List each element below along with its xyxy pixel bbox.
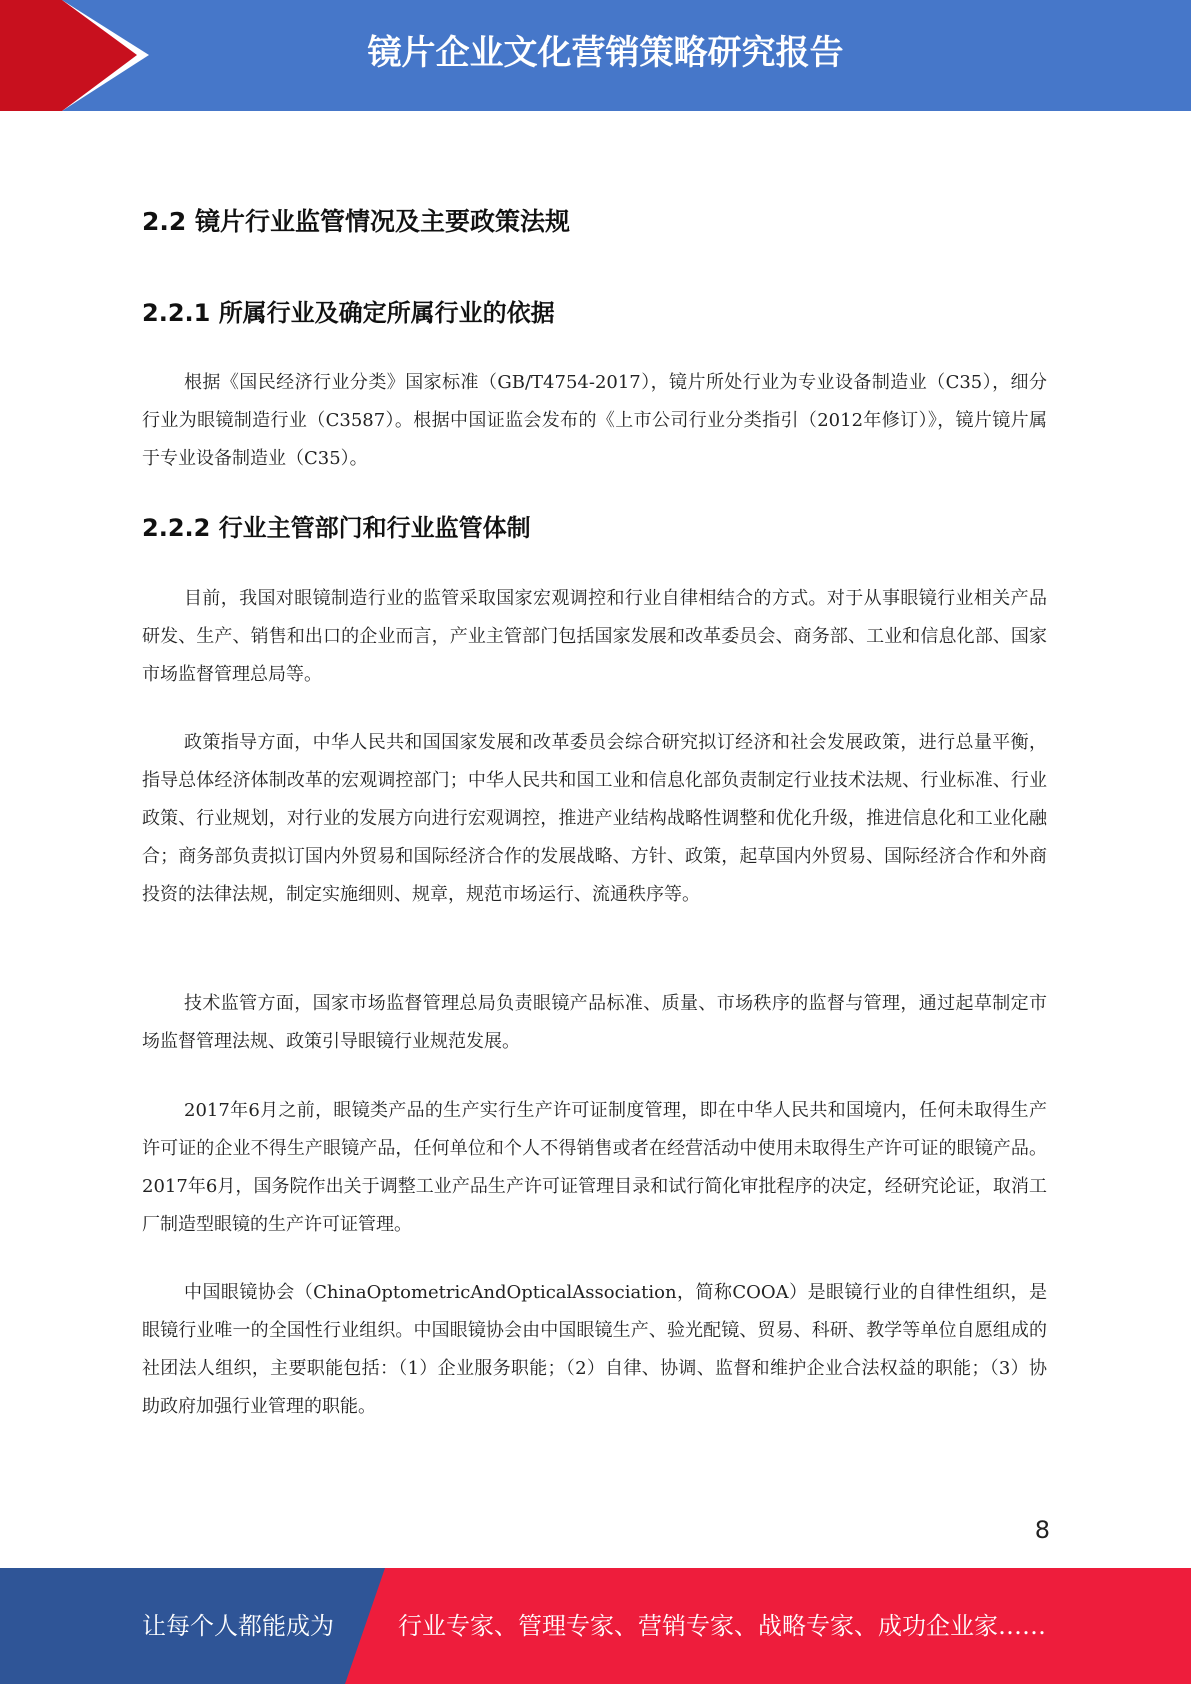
paragraph: 2017年6月之前，眼镜类产品的生产实行生产许可证制度管理，即在中华人民共和国境内，任何未取得生产许可证的企业不得生产眼镜产品，任何单位和个人不得销售或者在经营活动中使用未取得生产许可证的眼镜产品。2017年6月，国务院作出关于调整工业产品生产许可证管理目录和试行简化审批程序的决定，经研究论证，取消工厂制造型眼镜的生产许可证管理。: [142, 1100, 1047, 1235]
paragraph: 目前，我国对眼镜制造行业的监管采取国家宏观调控和行业自律相结合的方式。对于从事眼镜行业相关产品研发、生产、销售和出口的企业而言，产业主管部门包括国家发展和改革委员会、商务部、工业和信息化部、国家市场监督管理总局等。: [142, 588, 1047, 685]
report-title: 镜片企业文化营销策略研究报告: [367, 33, 844, 73]
footer-banner: [0, 1568, 1191, 1684]
subsection-heading-2-2-2: 2.2.2 行业主管部门和行业监管体制: [142, 514, 531, 542]
header-banner: [0, 0, 1191, 111]
page-number: 8: [1034, 1516, 1050, 1544]
footer-slogan-right: 行业专家、管理专家、营销专家、战略专家、成功企业家……: [398, 1612, 1046, 1640]
footer-slogan-left: 让每个人都能成为: [142, 1612, 334, 1640]
paragraph: 中国眼镜协会（ChinaOptometricAndOpticalAssociation，简称COOA）是眼镜行业的自律性组织，是眼镜行业唯一的全国性行业组织。中国眼镜协会由中国眼镜生产、验光配镜、贸易、科研、教学等单位自愿组成的社团法人组织，主要职能包括：（1）企业服务职能；（2）自律、协调、监督和维护企业合法权益的职能；（3）协助政府加强行业管理的职能。: [142, 1282, 1047, 1417]
paragraph: 政策指导方面，中华人民共和国国家发展和改革委员会综合研究拟订经济和社会发展政策，进行总量平衡，指导总体经济体制改革的宏观调控部门；中华人民共和国工业和信息化部负责制定行业技术法规、行业标准、行业政策、行业规划，对行业的发展方向进行宏观调控，推进产业结构战略性调整和优化升级，推进信息化和工业化融合；商务部负责拟订国内外贸易和国际经济合作的发展战略、方针、政策，起草国内外贸易、国际经济合作和外商投资的法律法规，制定实施细则、规章，规范市场运行、流通秩序等。: [142, 732, 1047, 905]
paragraph: 根据《国民经济行业分类》国家标准（GB/T4754-2017），镜片所处行业为专业设备制造业（C35），细分行业为眼镜制造行业（C3587）。根据中国证监会发布的《上市公司行业分类指引（2012年修订）》，镜片镜片属于专业设备制造业（C35）。: [142, 372, 1047, 469]
section-heading: 2.2 镜片行业监管情况及主要政策法规: [142, 207, 570, 236]
paragraph: 技术监管方面，国家市场监督管理总局负责眼镜产品标准、质量、市场秩序的监督与管理，通过起草制定市场监督管理法规、政策引导眼镜行业规范发展。: [142, 993, 1047, 1052]
subsection-heading-2-2-1: 2.2.1 所属行业及确定所属行业的依据: [142, 299, 555, 327]
